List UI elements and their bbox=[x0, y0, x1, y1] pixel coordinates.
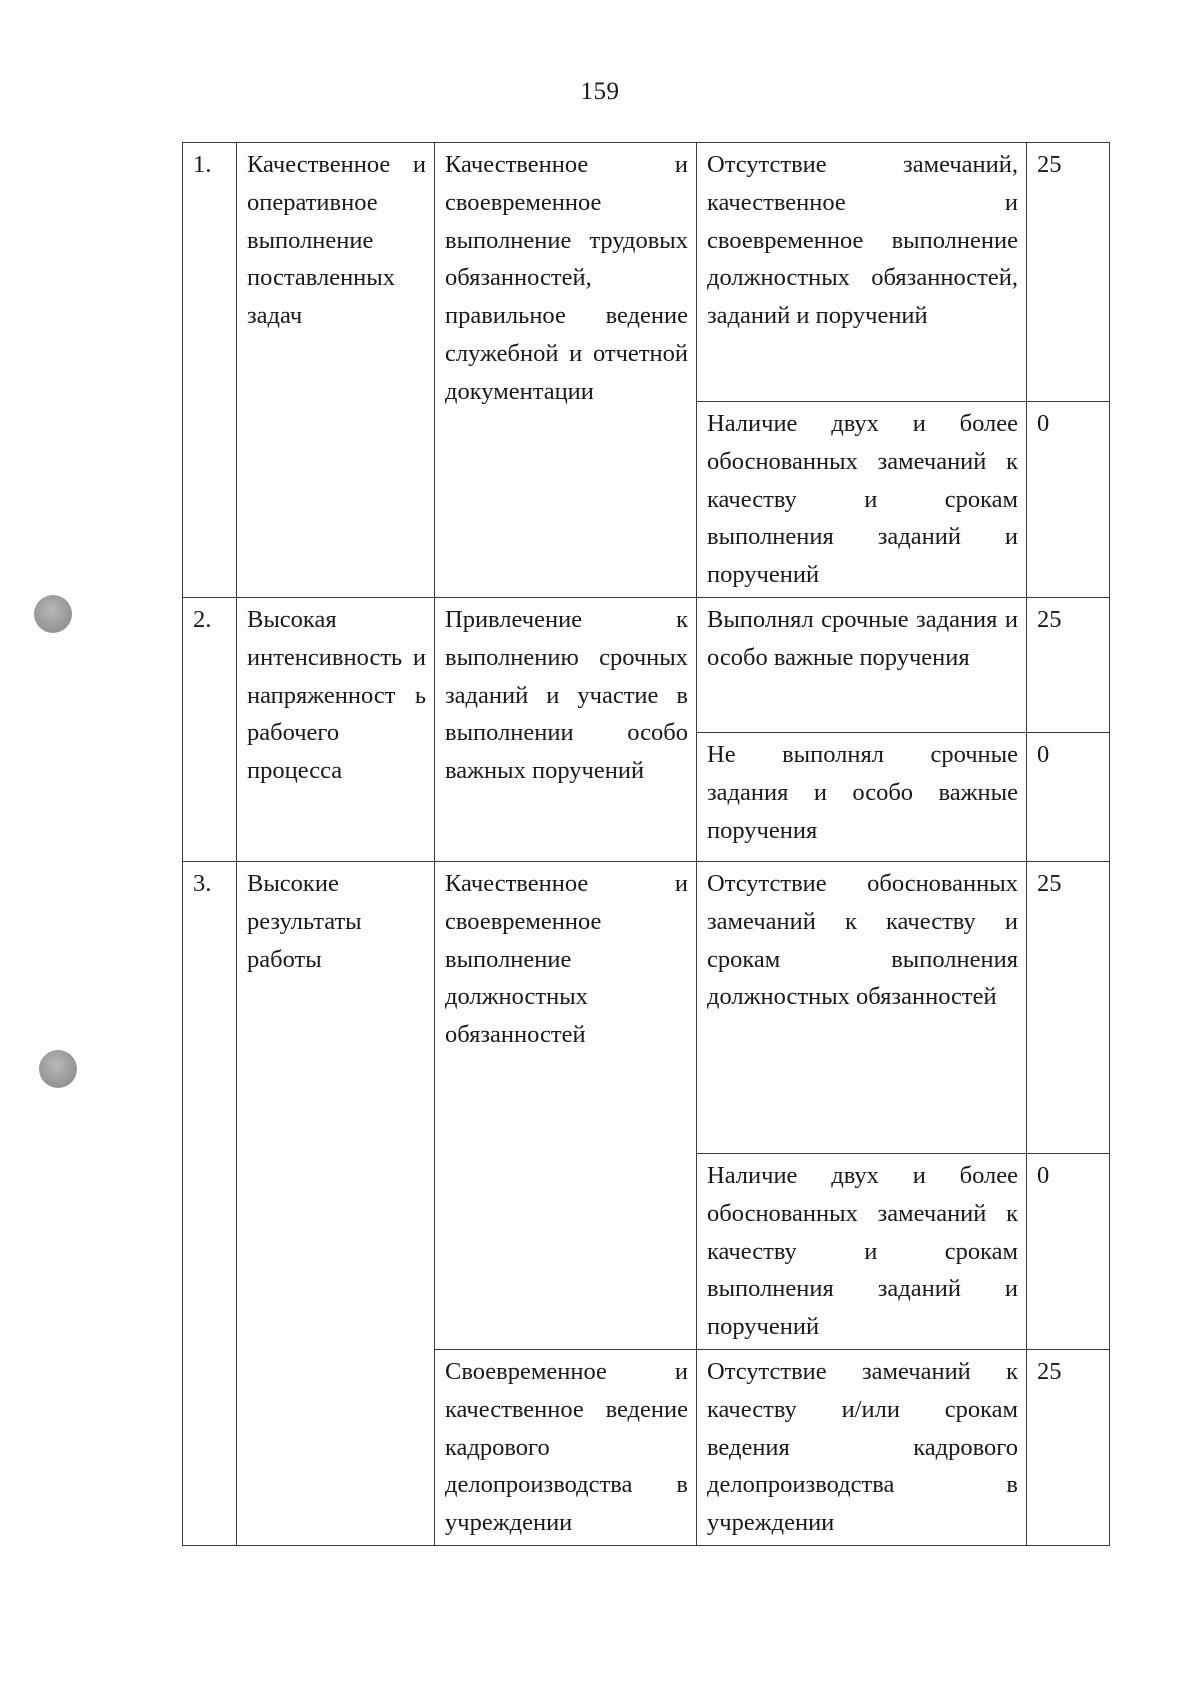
row-number: 3. bbox=[183, 861, 237, 1545]
table-row bbox=[183, 861, 1110, 1153]
criteria-table bbox=[182, 142, 1110, 1546]
points-cell: 25 bbox=[1027, 597, 1110, 732]
points-cell: 0 bbox=[1027, 1153, 1110, 1349]
points-cell: 25 bbox=[1027, 143, 1110, 402]
row-number: 1. bbox=[183, 143, 237, 598]
points-cell: 25 bbox=[1027, 1349, 1110, 1545]
indicator-cell: Качественное и своевременное выполнение должностных обязанностей bbox=[435, 861, 697, 1349]
points-cell: 0 bbox=[1027, 402, 1110, 598]
condition-cell: Наличие двух и более обоснованных замечаний к качеству и срокам выполнения заданий и поручений bbox=[697, 1153, 1027, 1349]
indicator-cell: Своевременное и качественное ведение кадрового делопроизводства в учреждении bbox=[435, 1349, 697, 1545]
points-cell: 0 bbox=[1027, 732, 1110, 861]
table-row bbox=[183, 597, 1110, 732]
indicator-cell: Качественное и своевременное выполнение трудовых обязанностей, правильное ведение служебной и отчетной документации bbox=[435, 143, 697, 598]
condition-cell: Отсутствие замечаний, качественное и своевременное выполнение должностных обязанностей, заданий и поручений bbox=[697, 143, 1027, 402]
condition-cell: Выполнял срочные задания и особо важные поручения bbox=[697, 597, 1027, 732]
punch-hole-mark bbox=[39, 1050, 77, 1088]
condition-cell: Не выполнял срочные задания и особо важные поручения bbox=[697, 732, 1027, 861]
row-number: 2. bbox=[183, 597, 237, 861]
condition-cell: Отсутствие обоснованных замечаний к качеству и срокам выполнения должностных обязанностей bbox=[697, 861, 1027, 1153]
page-number: 159 bbox=[580, 78, 620, 105]
table-row bbox=[183, 143, 1110, 402]
criterion-cell: Качественное и оперативное выполнение поставленных задач bbox=[237, 143, 435, 598]
indicator-cell: Привлечение к выполнению срочных заданий и участие в выполнении особо важных поручений bbox=[435, 597, 697, 861]
points-cell: 25 bbox=[1027, 861, 1110, 1153]
condition-cell: Наличие двух и более обоснованных замечаний к качеству и срокам выполнения заданий и поручений bbox=[697, 402, 1027, 598]
condition-cell: Отсутствие замечаний к качеству и/или срокам ведения кадрового делопроизводства в учреждении bbox=[697, 1349, 1027, 1545]
punch-hole-mark bbox=[34, 595, 72, 633]
criterion-cell: Высокая интенсивность и напряженност ь рабочего процесса bbox=[237, 597, 435, 861]
criterion-cell: Высокие результаты работы bbox=[237, 861, 435, 1545]
